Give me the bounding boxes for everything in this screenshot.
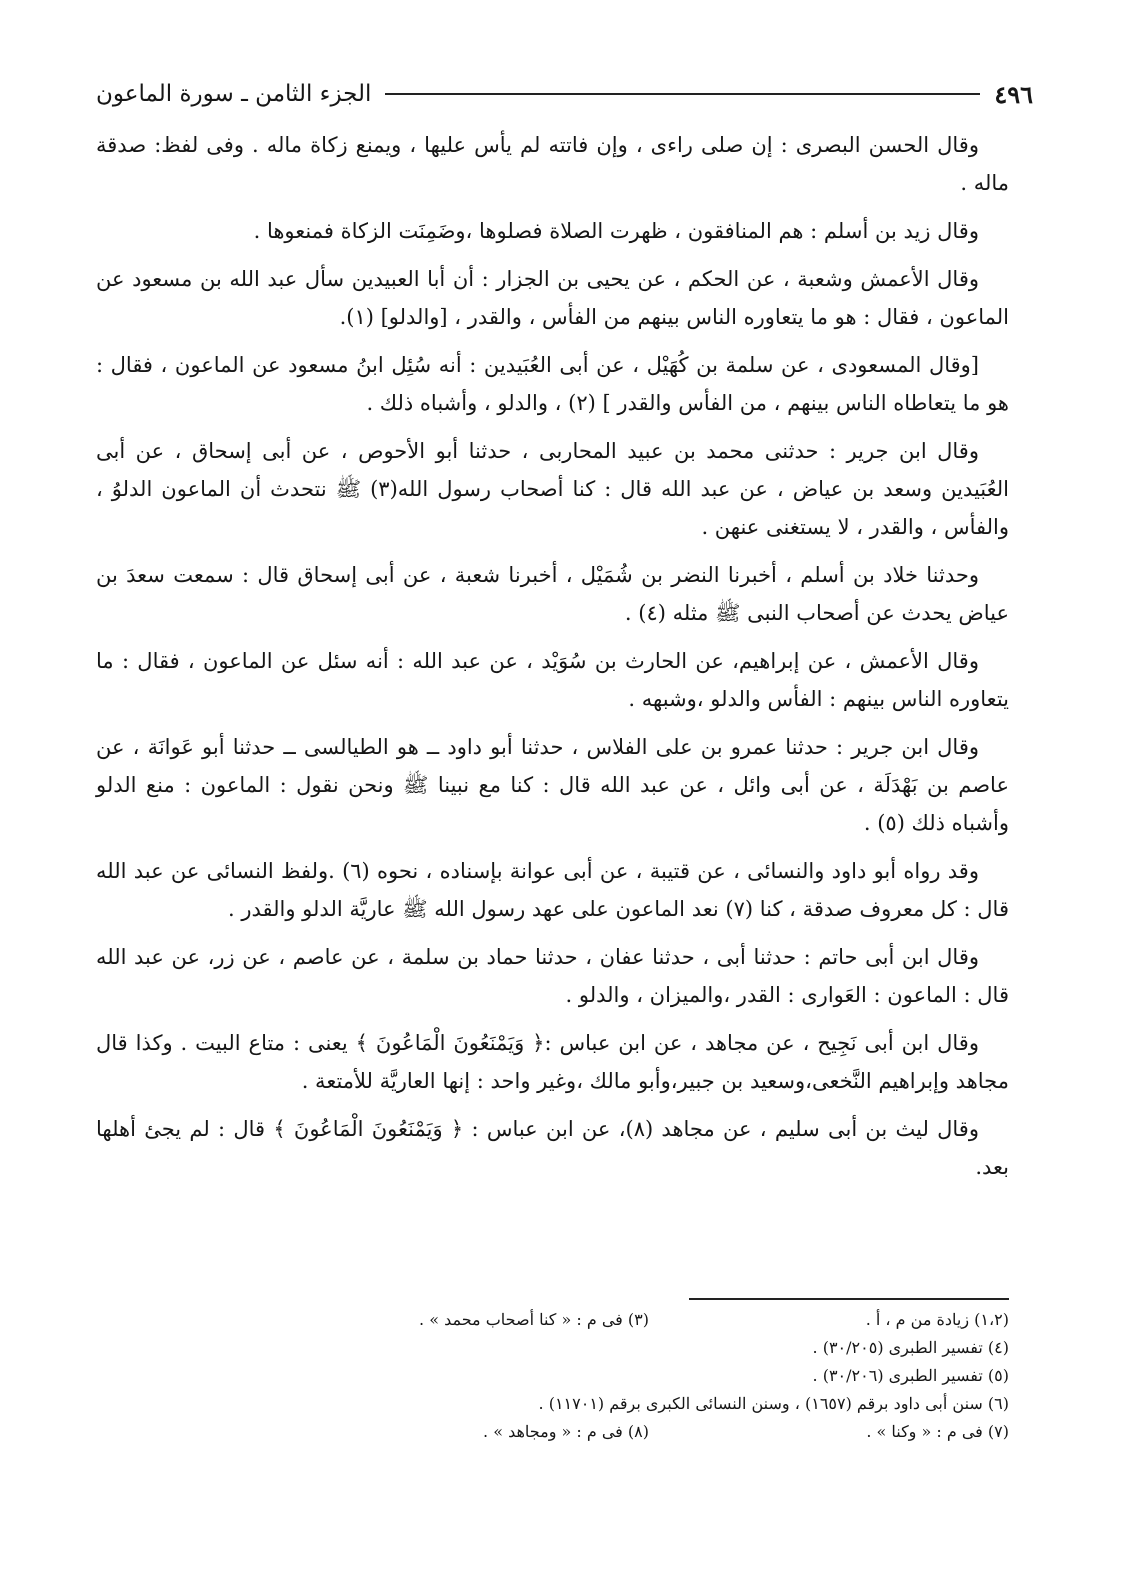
page-header <box>96 74 1033 114</box>
footnote-line <box>96 1390 1009 1418</box>
paragraph: وقال ابن أبى حاتم : حدثنا أبى ، حدثنا عفان ، حدثنا حماد بن سلمة ، عن عاصم ، عن زر، عن عبد الله قال : الماعون : العَوارى : القدر ،والميزان ، والدلو . <box>96 945 1009 1007</box>
body-text <box>96 126 1009 1196</box>
paragraph: وحدثنا خلاد بن أسلم ، أخبرنا النضر بن شُمَيْل ، أخبرنا شعبة ، عن أبى إسحاق قال : سمعت سعدَ بن عياض يحدث عن أصحاب النبى ﷺ مثله (٤) . <box>96 563 1009 625</box>
running-title: الجزء الثامن ـ سورة الماعون <box>96 81 372 107</box>
header-rule <box>385 93 980 95</box>
footnote-line <box>96 1306 1009 1334</box>
paragraph: وقال ابن جرير : حدثنى محمد بن عبيد المحاربى ، حدثنا أبو الأحوص ، عن أبى إسحاق ، عن أبى العُبَيدين وسعد بن عياض ، عن عبد الله قال : كنا أصحاب رسول الله(٣) ﷺ نتحدث أن الماعون الدلوُ ، والفأس ، والقدر ، لا يستغنى عنهن . <box>96 439 1009 539</box>
footnote-line <box>96 1362 1009 1390</box>
footnote-line <box>96 1418 1009 1446</box>
paragraph: وقال الحسن البصرى : إن صلى راءى ، وإن فاتته لم يأس عليها ، ويمنع زكاة ماله . وفى لفظ: صدقة ماله . <box>96 133 1009 195</box>
page-number: ٤٩٦ <box>994 79 1033 109</box>
footnote: (٤) تفسير الطبرى (٣٠/٢٠٥) . <box>812 1338 1009 1357</box>
paragraph: وقال ليث بن أبى سليم ، عن مجاهد (٨)، عن ابن عباس : ﴿ وَيَمْنَعُونَ الْمَاعُونَ ﴾ قال : لم يجئ أهلها بعد. <box>96 1117 1009 1179</box>
paragraph: وقد رواه أبو داود والنسائى ، عن قتيبة ، عن أبى عوانة بإسناده ، نحوه (٦) .ولفظ النسائى عن عبد الله قال : كل معروف صدقة ، كنا (٧) نعد الماعون على عهد رسول الله ﷺ عاريَّة الدلو والقدر . <box>96 859 1009 921</box>
footnote: (٦) سنن أبى داود برقم (١٦٥٧) ، وسنن النسائى الكبرى برقم (١١٧٠١) . <box>538 1394 1009 1413</box>
paragraph: وقال زيد بن أسلم : هم المنافقون ، ظهرت الصلاة فصلوها ،وضَمِنَت الزكاة فمنعوها . <box>253 219 979 243</box>
footnote-line <box>96 1334 1009 1362</box>
paragraph: وقال الأعمش وشعبة ، عن الحكم ، عن يحيى بن الجزار : أن أبا العبيدين سأل عبد الله بن مسعود عن الماعون ، فقال : هو ما يتعاوره الناس بينهم من الفأس ، والقدر ، [والدلو] (١). <box>96 267 1009 329</box>
paragraph: [وقال المسعودى ، عن سلمة بن كُهَيْل ، عن أبى العُبَيدين : أنه سُئِل ابنُ مسعود عن الماعون ، فقال : هو ما يتعاطاه الناس بينهم ، من الفأس والقدر ] (٢) ، والدلو ، وأشباه ذلك . <box>96 353 1009 415</box>
paragraph: وقال ابن أبى نَجِيح ، عن مجاهد ، عن ابن عباس :﴿ وَيَمْنَعُونَ الْمَاعُونَ ﴾ يعنى : متاع البيت . وكذا قال مجاهد وإبراهيم النَّخعى،وسعيد بن جبير،وأبو مالك ،وغير واحد : إنها العاريَّة للأمتعة . <box>96 1031 1009 1093</box>
paragraph: وقال ابن جرير : حدثنا عمرو بن على الفلاس ، حدثنا أبو داود ــ هو الطيالسى ــ حدثنا أبو عَوانَة ، عن عاصم بن بَهْدَلَة ، عن أبى وائل ، عن عبد الله قال : كنا مع نبينا ﷺ ونحن نقول : الماعون : منع الدلو وأشباه ذلك (٥) . <box>96 735 1009 835</box>
footnote: (١،٢) زيادة من م ، أ . <box>865 1310 1009 1329</box>
footnote: (٨) فى م : « ومجاهد » . <box>483 1422 649 1441</box>
paragraph: وقال الأعمش ، عن إبراهيم، عن الحارث بن سُوَيْد ، عن عبد الله : أنه سئل عن الماعون ، فقال : ما يتعاوره الناس بينهم : الفأس والدلو ،وشبهه . <box>96 649 1009 711</box>
footnotes <box>96 1298 1009 1446</box>
footnote: (٧) فى م : « وكنا » . <box>866 1422 1009 1441</box>
footnote: (٥) تفسير الطبرى (٣٠/٢٠٦) . <box>812 1366 1009 1385</box>
footnote-rule <box>689 1298 1009 1300</box>
footnote: (٣) فى م : « كنا أصحاب محمد » . <box>419 1310 649 1329</box>
